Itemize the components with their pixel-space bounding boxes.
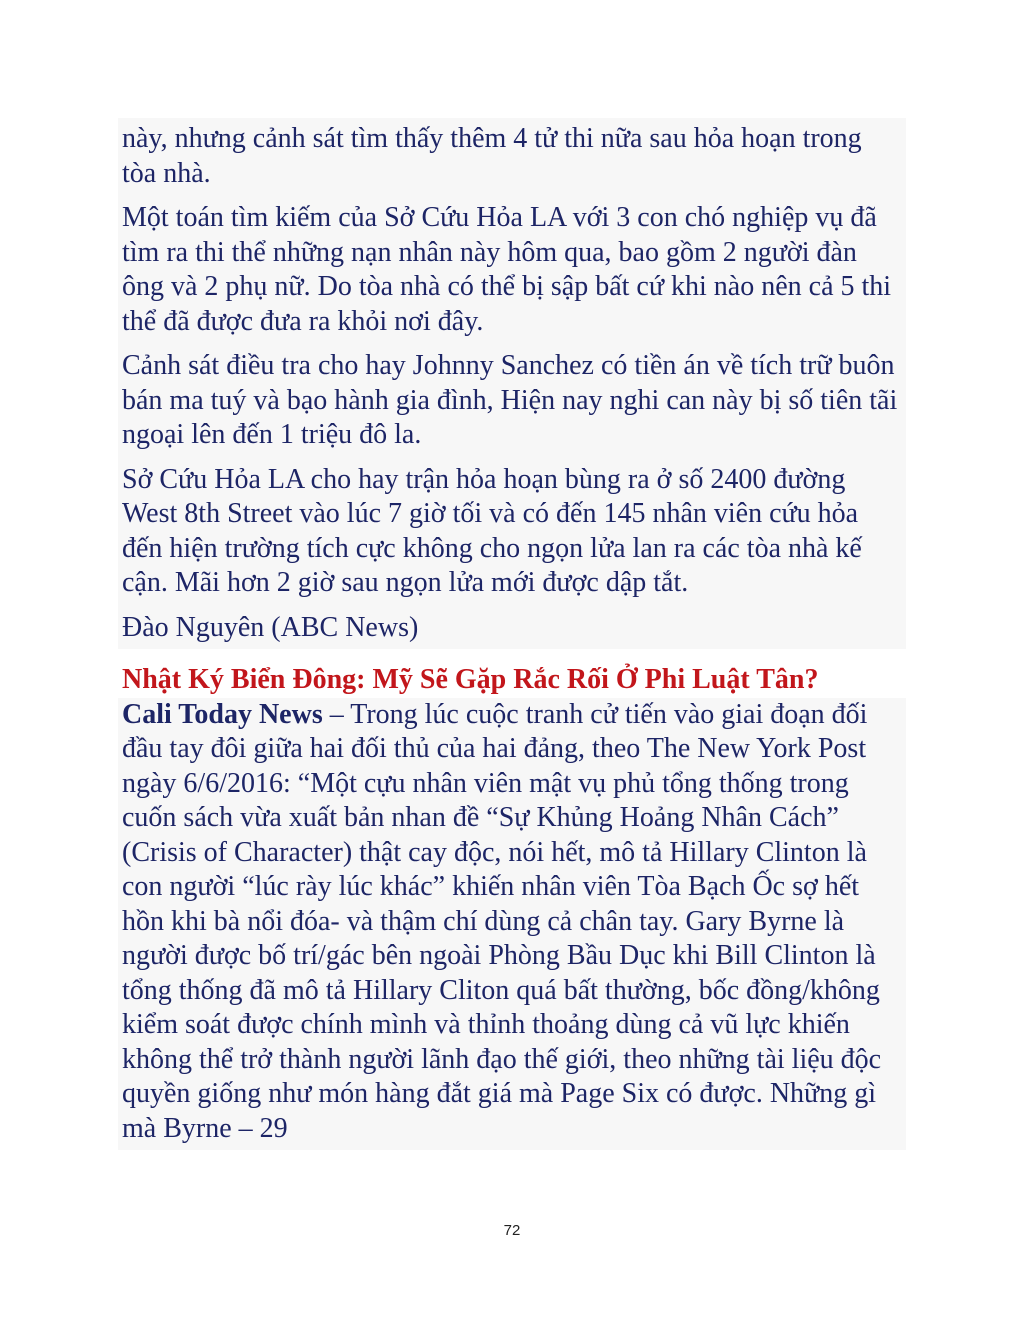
news-source: Cali Today News [122,698,323,730]
article-text: – Trong lúc cuộc tranh cử tiến vào giai đoạn đối đầu tay đôi giữa hai đối thủ của hai đảng, theo The New York Post ngày 6/6/2016: “Một cựu nhân viên mật vụ phủ tổng thống trong cuốn sách vừa xuất bản nhan đề “Sự Khủng Hoảng Nhân Cách” (Crisis of Character) thật cay độc, nói hết, mô tả Hillary Clinton là con người “lúc rày lúc khác” khiến nhân viên Tòa Bạch Ốc sợ hết hồn khi bà nổi đóa- và thậm chí dùng cả chân tay. Gary Byrne là người được bố trí/gác bên ngoài Phòng Bầu Dục khi Bill Clinton là tổng thống đã mô tả Hillary Cliton quá bất thường, bốc đồng/không kiểm soát được chính mình và thỉnh thoảng dùng cả vũ lực khiến không thể trở thành người lãnh đạo thế giới, theo những tài liệu độc quyền giống như món hàng đắt giá mà Page Six có được. Những gì mà Byrne – 29 [122,698,882,1144]
article-byline: Đào Nguyên (ABC News) [122,611,419,643]
article-headline: Nhật Ký Biển Đông: Mỹ Sẽ Gặp Rắc Rối Ở Phi Luật Tân? [122,664,819,695]
article-body-block [118,698,906,1151]
paragraph-fire-department: Sở Cứu Hỏa LA cho hay trận hỏa hoạn bùng ra ở số 2400 đường West 8th Street vào lúc 7 giờ tối và có đến 145 nhân viên cứu hỏa đến hiện trường tích cực không cho ngọn lửa lan ra các tòa nhà kế cận. Mãi hơn 2 giờ sau ngọn lửa mới được dập tắt. [122,463,862,598]
paragraph-suspect: Cảnh sát điều tra cho hay Johnny Sanchez có tiền án về tích trữ buôn bán ma tuý và bạo hành gia đình, Hiện nay nghi can này bị số tiên tãi ngoại lên đến 1 triệu đô la. [122,350,898,450]
page-number: 72 [503,1222,521,1239]
paragraph-fire-bodies: này, nhưng cảnh sát tìm thấy thêm 4 tử thi nữa sau hỏa hoạn trong tòa nhà. [122,123,862,189]
paragraph-search-team: Một toán tìm kiếm của Sở Cứu Hỏa LA với 3 con chó nghiệp vụ đã tìm ra thi thể những nạn nhân này hôm qua, bao gồm 2 người đàn ông và 2 phụ nữ. Do tòa nhà có thể bị sập bất cứ khi nào nên cả 5 thi thể đã được đưa ra khỏi nơi đây. [122,202,892,337]
document-page [118,118,906,1150]
article-body [122,698,902,1147]
previous-article-continuation [118,118,906,649]
